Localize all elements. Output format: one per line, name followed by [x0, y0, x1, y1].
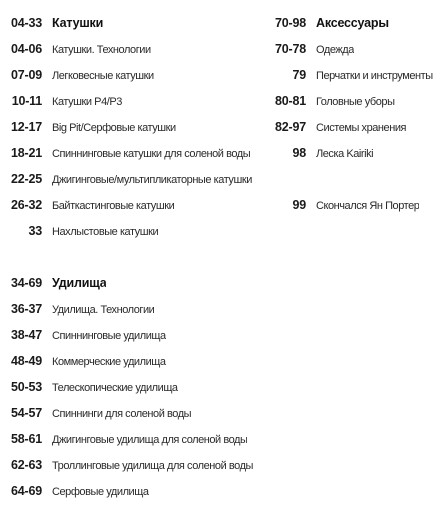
toc-section-rods: [6, 270, 256, 504]
entry-page-range: 82-97: [275, 120, 306, 134]
toc-left-column: [6, 10, 256, 504]
toc-entry[interactable]: [6, 140, 256, 166]
entry-title: Спиннинговые катушки для соленой воды: [52, 148, 251, 160]
entry-page-range: 64-69: [11, 484, 42, 498]
entry-page-range: 54-57: [11, 406, 42, 420]
entry-page-range: 70-78: [275, 42, 306, 56]
toc-entry[interactable]: [262, 114, 444, 140]
entry-title: Байткастинговые катушки: [52, 200, 175, 212]
entry-title: Коммерческие удилища: [52, 356, 166, 368]
entry-title: Одежда: [316, 44, 354, 56]
entry-page-range: 62-63: [11, 458, 42, 472]
toc-entry[interactable]: [6, 296, 256, 322]
spacer: [262, 166, 444, 192]
entry-title: Легковесные катушки: [52, 70, 154, 82]
toc-entry[interactable]: [6, 218, 256, 244]
toc-entry[interactable]: [6, 166, 256, 192]
toc-entry[interactable]: [6, 374, 256, 400]
section-header-accessories[interactable]: [262, 10, 444, 36]
entry-title: Джигинговые удилища для соленой воды: [52, 434, 248, 446]
section-page-range: 70-98: [275, 16, 306, 30]
toc-entry[interactable]: [6, 452, 256, 478]
section-title: Аксессуары: [316, 16, 389, 30]
entry-page-range: 33: [28, 224, 42, 238]
entry-title: Джигинговые/мультипликаторные катушки: [52, 174, 252, 186]
toc-entry[interactable]: [6, 192, 256, 218]
entry-page-range: 48-49: [11, 354, 42, 368]
entry-title: Системы хранения: [316, 122, 407, 134]
entry-title: Катушки P4/P3: [52, 96, 122, 108]
toc-entry[interactable]: [262, 36, 444, 62]
entry-title: Спиннинги для соленой воды: [52, 408, 192, 420]
entry-page-range: 98: [292, 146, 306, 160]
entry-page-range: 99: [292, 198, 306, 212]
section-page-range: 04-33: [11, 16, 42, 30]
entry-page-range: 07-09: [11, 68, 42, 82]
entry-title: Скончался Ян Портер: [316, 200, 420, 212]
entry-title: Удилища. Технологии: [52, 304, 155, 316]
entry-page-range: 10-11: [11, 94, 42, 108]
toc-entry[interactable]: [262, 88, 444, 114]
toc-entry[interactable]: [262, 140, 444, 166]
entry-page-range: 58-61: [11, 432, 42, 446]
entry-title: Серфовые удилища: [52, 486, 149, 498]
section-page-range: 34-69: [11, 276, 42, 290]
entry-title: Леска Kairiki: [316, 148, 374, 160]
entry-title: Big Pit/Серфовые катушки: [52, 122, 176, 134]
entry-title: Перчатки и инструменты: [316, 70, 433, 82]
toc-entry[interactable]: [6, 62, 256, 88]
toc-section-accessories: [262, 10, 444, 218]
entry-title: Нахлыстовые катушки: [52, 226, 159, 238]
toc-entry[interactable]: [6, 426, 256, 452]
entry-title: Троллинговые удилища для соленой воды: [52, 460, 253, 472]
entry-page-range: 22-25: [11, 172, 42, 186]
toc-entry-in-memoriam[interactable]: [262, 192, 444, 218]
toc-right-column: [262, 10, 444, 218]
entry-page-range: 04-06: [11, 42, 42, 56]
toc-entry[interactable]: [6, 400, 256, 426]
section-header-reels[interactable]: [6, 10, 256, 36]
section-title: Удилища: [52, 276, 107, 290]
entry-page-range: 36-37: [11, 302, 42, 316]
toc-entry[interactable]: [6, 88, 256, 114]
entry-title: Катушки. Технологии: [52, 44, 151, 56]
entry-page-range: 80-81: [275, 94, 306, 108]
toc-entry[interactable]: [262, 62, 444, 88]
entry-page-range: 38-47: [11, 328, 42, 342]
entry-title: Спиннинговые удилища: [52, 330, 166, 342]
toc-entry[interactable]: [6, 348, 256, 374]
entry-page-range: 18-21: [11, 146, 42, 160]
entry-page-range: 12-17: [11, 120, 42, 134]
entry-title: Головные уборы: [316, 96, 395, 108]
entry-page-range: 26-32: [11, 198, 42, 212]
toc-entry[interactable]: [6, 36, 256, 62]
toc-entry[interactable]: [6, 322, 256, 348]
entry-title: Телескопические удилища: [52, 382, 178, 394]
toc-entry[interactable]: [6, 114, 256, 140]
section-header-rods[interactable]: [6, 270, 256, 296]
toc-section-reels: [6, 10, 256, 244]
entry-page-range: 50-53: [11, 380, 42, 394]
section-title: Катушки: [52, 16, 104, 30]
toc-entry[interactable]: [6, 478, 256, 504]
entry-page-range: 79: [292, 68, 306, 82]
